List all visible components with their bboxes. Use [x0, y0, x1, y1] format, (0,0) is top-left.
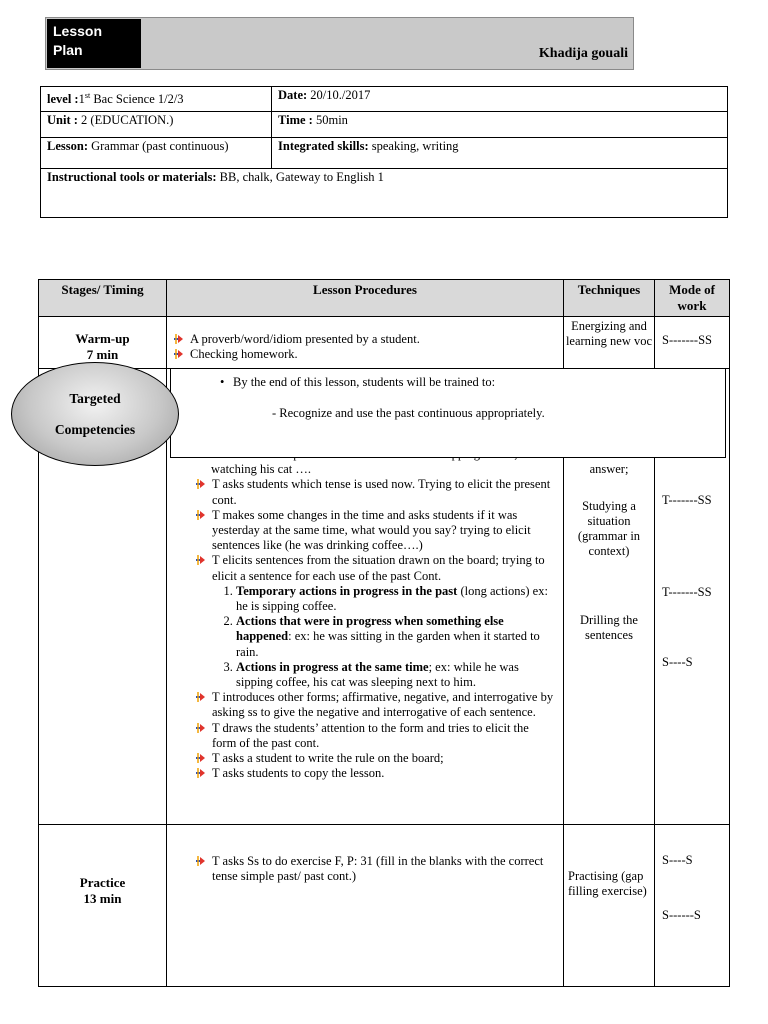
oval-line-1: Targeted — [69, 391, 121, 406]
time-value: 50min — [312, 113, 348, 127]
competencies-oval — [11, 362, 179, 466]
lesson-label: Lesson: — [47, 139, 88, 153]
header-mode: Mode of work — [655, 280, 730, 317]
author-name: Khadija gouali — [538, 46, 628, 61]
time-cell — [272, 112, 728, 138]
lesson-plan-badge — [47, 19, 141, 68]
list-item: A proverb/word/idiom presented by a student. — [190, 332, 556, 347]
use-item: 1. Temporary actions in progress in the past (long actions) ex: he is sipping coffee. — [236, 584, 556, 614]
badge-line-2: Plan — [53, 42, 83, 58]
list-item: T draws the students’ attention to the form and tries to elicit the form of the past cont. — [212, 721, 556, 751]
use-item: 2. Actions that were in progress when something else happened: ex: he was sitting in the garden when it started to rain. — [236, 614, 556, 660]
list-item: T asks students which tense is used now. Trying to elicit the present cont. — [212, 477, 556, 507]
warmup-technique: Energizing and learning new voc — [564, 317, 655, 369]
oval-line-2: Competencies — [54, 422, 136, 437]
arrow-bullet-icon — [194, 478, 206, 490]
header-stages: Stages/ Timing — [39, 280, 167, 317]
arrow-bullet-icon — [194, 509, 206, 521]
level-value-post: Bac Science 1/2/3 — [90, 92, 184, 107]
objective-intro-row — [220, 375, 496, 390]
use-item: 3. Actions in progress at the same time; ex: while he was sipping coffee, his cat was sleeping next to him. — [236, 660, 556, 690]
practice-procedures — [167, 825, 564, 987]
objectives-box — [170, 368, 726, 458]
level-value-sup: st — [84, 91, 91, 100]
presentation-lead: watching his cat …. — [211, 462, 311, 477]
warmup-stage-time: 7 min — [86, 347, 119, 362]
arrow-bullet-icon — [194, 554, 206, 566]
list-item: T introduces other forms; affirmative, negative, and interrogative by asking ss to give the negative and interrogative of each sentence. — [212, 690, 556, 720]
presentation-mode-1: T-------SS — [662, 493, 712, 507]
list-item: T asks students to copy the lesson. — [212, 766, 556, 781]
info-table — [40, 86, 728, 218]
unit-value: 2 (EDUCATION.) — [77, 113, 174, 127]
practice-stage-name: Practice — [79, 875, 126, 890]
level-label: level : — [47, 92, 79, 107]
practice-mode-2: S------S — [662, 908, 701, 922]
level-value-pre: 1 — [78, 92, 85, 107]
badge-line-1: Lesson — [53, 23, 103, 39]
unit-cell — [41, 112, 272, 138]
list-item: T asks a student to write the rule on the board; — [212, 751, 556, 766]
unit-label: Unit : — [47, 113, 78, 127]
arrow-bullet-icon — [194, 767, 206, 779]
warmup-mode: S-------SS — [655, 317, 730, 369]
practice-stage — [39, 825, 167, 987]
header-techniques: Techniques — [564, 280, 655, 317]
presentation-mode-3: S----S — [662, 655, 693, 669]
level-cell — [41, 87, 272, 112]
time-label: Time : — [278, 113, 313, 127]
practice-technique: Practising (gap filling exercise) — [564, 825, 655, 987]
past-cont-uses — [212, 584, 556, 690]
warmup-procedures — [167, 317, 564, 369]
practice-mode-1: S----S — [662, 853, 693, 867]
date-cell — [272, 87, 728, 112]
list-item: T asks Ss to do exercise F, P: 31 (fill in the blanks with the correct tense simple past/ past cont.) — [212, 854, 556, 884]
warmup-stage-name: Warm-up — [75, 331, 130, 346]
practice-stage-time: 13 min — [83, 891, 122, 906]
list-item: T elicits sentences from the situation drawn on the board; trying to elicit a sentence for each use of the past Cont. 1. Temporary actions in progress in the past (long actions) ex: he is sipping coffee. 2. Actions that were in progress when something else happened: ex: he was sitting in the garden when it started to rain. 3. Actions in progress at the same time; ex: while he was sipping coffee, his cat was sleeping next to him. — [212, 553, 556, 690]
bullet-dot-icon: • — [220, 375, 225, 389]
presentation-mode-2: T-------SS — [662, 585, 712, 599]
lesson-value: Grammar (past continuous) — [87, 139, 229, 153]
arrow-bullet-icon — [194, 855, 206, 867]
arrow-bullet-icon — [172, 333, 184, 345]
list-item: Checking homework. — [190, 347, 556, 362]
arrow-bullet-icon — [194, 691, 206, 703]
date-value: 20/10./2017 — [307, 88, 371, 102]
arrow-bullet-icon — [194, 722, 206, 734]
tools-cell — [41, 169, 728, 218]
skills-label: Integrated skills: — [278, 139, 369, 153]
skills-cell — [272, 138, 728, 169]
tools-label: Instructional tools or materials: — [47, 170, 217, 184]
practice-mode — [655, 825, 730, 987]
lesson-cell — [41, 138, 272, 169]
objective-intro: By the end of this lesson, students will be trained to: — [233, 375, 496, 389]
presentation-tech-2: Studying a situation (grammar in context) — [577, 499, 641, 558]
arrow-bullet-icon — [194, 752, 206, 764]
objective-item: - Recognize and use the past continuous appropriately. — [272, 406, 545, 420]
skills-value: speaking, writing — [368, 139, 459, 153]
presentation-tech-1: answer; — [589, 462, 629, 476]
tools-value: BB, chalk, Gateway to English 1 — [216, 170, 384, 184]
date-label: Date: — [278, 88, 308, 102]
arrow-bullet-icon — [172, 348, 184, 360]
presentation-tech-3: Drilling the sentences — [580, 613, 638, 642]
list-item: T makes some changes in the time and asks students if it was yesterday at the same time, what would you say? trying to elicit sentences like (he was drinking coffee….) — [212, 508, 556, 554]
header-procedures: Lesson Procedures — [167, 280, 564, 317]
warmup-stage — [39, 317, 167, 369]
